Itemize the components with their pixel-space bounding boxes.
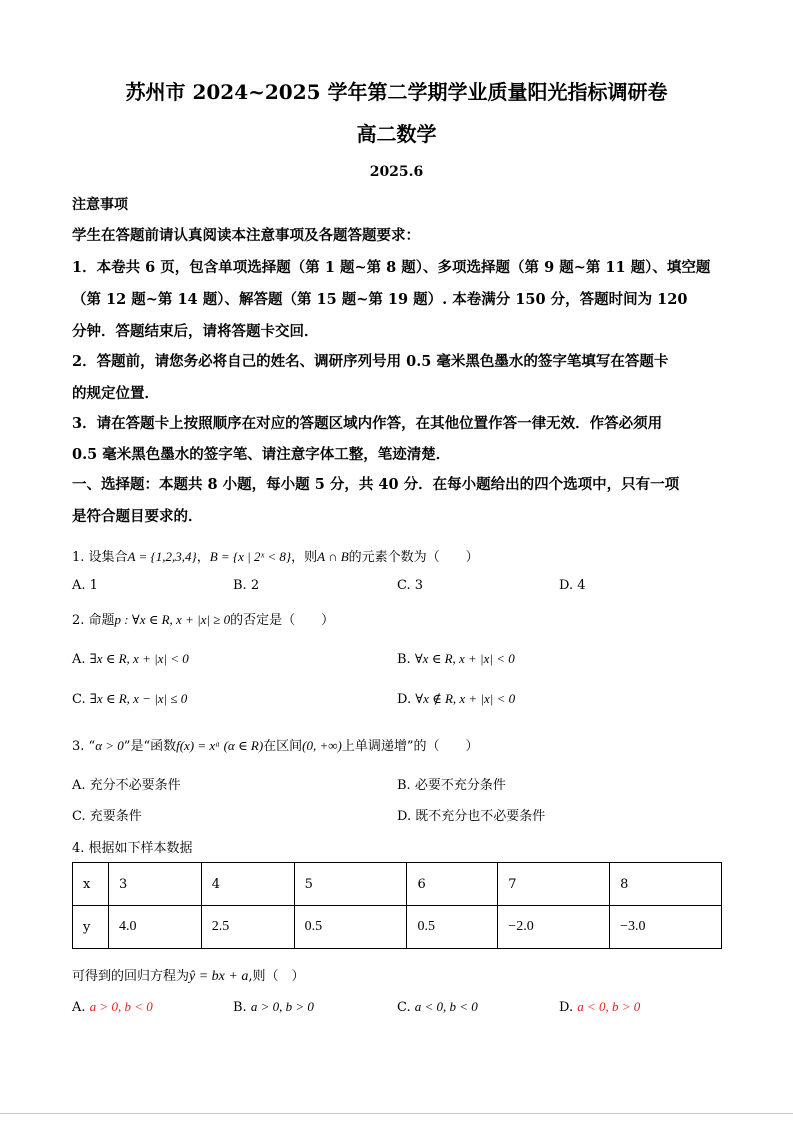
table-cell-y: 0.5 <box>407 906 498 949</box>
q2-proposition: p : ∀x ∈ R, x + |x| ≥ 0 <box>114 612 231 627</box>
q4-option-c <box>397 999 478 1015</box>
table-cell-x: 7 <box>498 863 610 906</box>
notice-item-3-line-1: 3．请在答题卡上按照顺序在对应的答题区域内作答，在其他位置作答一律无效．作答必须用 <box>72 415 663 432</box>
q1-option-d: D. 4 <box>559 578 586 593</box>
table-cell-y: −3.0 <box>610 906 722 949</box>
notice-intro: 学生在答题前请认真阅读本注意事项及各题答题要求： <box>72 227 420 244</box>
q4-option-c-math: a < 0, b < 0 <box>414 999 478 1014</box>
q4-option-b-math: a > 0, b > 0 <box>250 999 314 1014</box>
q2-option-c <box>72 691 187 707</box>
q4-regression-suffix: ,则（ ） <box>248 969 305 984</box>
q4-option-c-label: C. <box>397 1000 411 1015</box>
q2-option-a <box>72 651 189 667</box>
q1-option-c: C. 3 <box>397 578 424 593</box>
q4-option-a <box>72 999 153 1015</box>
q3-option-b: B. 必要不充分条件 <box>397 778 506 793</box>
q3-suffix: 上单调递增”的（ ） <box>341 739 479 754</box>
q1-expression: A ∩ B <box>317 549 349 564</box>
q2-option-a-label: A. <box>72 652 86 667</box>
q4-option-d-label: D. <box>559 1000 574 1015</box>
q1-separator: ， <box>196 550 210 565</box>
q1-option-b: B. 2 <box>233 578 260 593</box>
q2-option-b-math: ∀x ∈ R, x + |x| < 0 <box>414 651 515 666</box>
q3-condition: α > 0 <box>95 738 124 753</box>
q2-option-c-math: ∃x ∈ R, x − |x| ≤ 0 <box>89 691 188 706</box>
q4-option-d <box>559 999 640 1015</box>
q4-regression <box>72 965 304 985</box>
question-2 <box>72 609 334 628</box>
notice-item-1-line-3: 分钟．答题结束后，请将答题卡交回． <box>72 323 319 340</box>
page-bottom-divider <box>0 1113 793 1114</box>
question-3 <box>72 735 479 754</box>
document-date: 2025.6 <box>369 164 424 180</box>
document-title: 苏州市 2024~2025 学年第二学期学业质量阳光指标调研卷 <box>125 80 668 104</box>
notice-item-1-line-2: （第 12 题~第 14 题）、解答题（第 15 题~第 19 题）. 本卷满分 150 分，答题时间为 120 <box>72 291 688 308</box>
q3-function: f(x) = xᵅ (α ∈ R) <box>176 738 264 753</box>
table-cell-y: 2.5 <box>201 906 294 949</box>
q2-option-c-label: C. <box>72 692 86 707</box>
q3-prefix: 3. “ <box>72 739 96 754</box>
q4-option-b-label: B. <box>233 1000 247 1015</box>
q4-sample-data-table <box>72 862 722 949</box>
q3-option-d: D. 既不充分也不必要条件 <box>397 809 546 824</box>
question-1 <box>72 546 479 565</box>
q4-option-d-math: a < 0, b > 0 <box>577 999 641 1014</box>
q1-set-a: A = {1,2,3,4} <box>127 549 197 564</box>
q3-mid-1: ”是“函数 <box>123 739 177 754</box>
notice-item-1-line-1: 1．本卷共 6 页，包含单项选择题（第 1 题~第 8 题）、多项选择题（第 9 题~第 11 题）、填空题 <box>72 259 711 276</box>
q1-option-a: A. 1 <box>72 578 98 593</box>
table-header-x: x <box>73 863 109 906</box>
q1-mid: ，则 <box>291 550 318 565</box>
section-1-line-2: 是符合题目要求的． <box>72 508 203 525</box>
section-1-line-1: 一、选择题：本题共 8 小题，每小题 5 分，共 40 分．在每小题给出的四个选项中，只有一项 <box>72 476 680 493</box>
table-row-x <box>73 863 722 906</box>
q4-option-a-math: a > 0, b < 0 <box>89 999 153 1014</box>
table-cell-x: 3 <box>108 863 201 906</box>
table-header-y: y <box>73 906 109 949</box>
table-cell-x: 5 <box>294 863 407 906</box>
q2-prefix: 2. 命题 <box>72 613 115 628</box>
q4-regression-equation: ŷ = bx + a <box>189 969 249 984</box>
notice-item-3-line-2: 0.5 毫米黑色墨水的签字笔、请注意字体工整，笔迹清楚． <box>72 446 451 463</box>
table-cell-x: 8 <box>610 863 722 906</box>
q2-option-a-math: ∃x ∈ R, x + |x| < 0 <box>89 651 189 666</box>
q1-suffix: 的元素个数为（ ） <box>348 550 479 565</box>
notice-item-2-line-2: 的规定位置． <box>72 385 159 402</box>
document-subtitle: 高二数学 <box>356 122 437 146</box>
q4-option-b <box>233 999 314 1015</box>
q4-intro: 4. 根据如下样本数据 <box>72 841 193 856</box>
q2-option-d <box>397 691 515 707</box>
q3-option-a: A. 充分不必要条件 <box>72 778 181 793</box>
q1-prefix: 1. 设集合 <box>72 550 128 565</box>
table-cell-y: 4.0 <box>108 906 201 949</box>
table-row-y <box>73 906 722 949</box>
q2-option-d-label: D. <box>397 692 412 707</box>
table-cell-y: −2.0 <box>498 906 610 949</box>
q2-option-b-label: B. <box>397 652 411 667</box>
table-cell-x: 4 <box>201 863 294 906</box>
q2-option-b <box>397 651 515 667</box>
q4-option-a-label: A. <box>72 1000 86 1015</box>
q2-option-d-math: ∀x ∉ R, x + |x| < 0 <box>415 691 516 706</box>
q3-option-c: C. 充要条件 <box>72 809 142 824</box>
q2-suffix: 的否定是（ ） <box>230 613 335 628</box>
notice-item-2-line-1: 2．答题前，请您务必将自己的姓名、调研序列号用 0.5 毫米黑色墨水的签字笔填写在答题卡 <box>72 353 669 370</box>
q3-mid-2: 在区间 <box>263 739 303 754</box>
table-cell-x: 6 <box>407 863 498 906</box>
q3-interval: (0, +∞) <box>302 738 342 753</box>
table-cell-y: 0.5 <box>294 906 407 949</box>
notice-heading: 注意事项 <box>72 197 128 213</box>
q1-set-b: B = {x | 2ˣ < 8} <box>209 549 292 564</box>
q4-regression-prefix: 可得到的回归方程为 <box>72 969 190 984</box>
